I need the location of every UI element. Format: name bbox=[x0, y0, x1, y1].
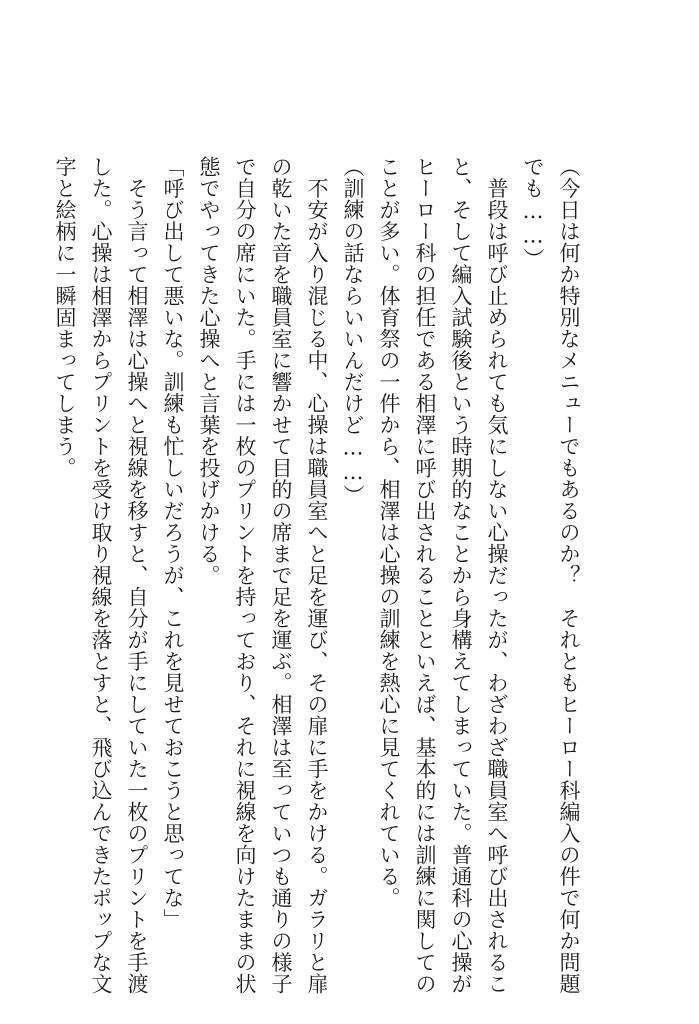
text-line: 態でやってきた心操へと言葉を投げかける。 bbox=[197, 156, 221, 586]
text-line: 不安が入り混じる中、心操は職員室へと足を運び、その扉に手をかける。ガラリと扉 bbox=[305, 156, 329, 995]
text-line: でも……） bbox=[521, 156, 545, 270]
text-line: で自分の席にいた。手には一枚のプリントを持っており、それに視線を向けたままの状 bbox=[233, 156, 257, 995]
text-line: ヒーロー科の担任である相澤に呼び出されることといえば、基本的には訓練に関しての bbox=[413, 156, 437, 995]
text-line: ことが多い。体育祭の一件から、相澤は心操の訓練を熱心に見てくれている。 bbox=[377, 156, 401, 909]
text-line: と、そして編入試験後という時期的なことから身構えてしまっていた。普通科の心操が bbox=[449, 156, 473, 995]
text-line: （訓練の話ならいいんだけど……） bbox=[341, 156, 365, 506]
text-line: 「呼び出して悪いな。訓練も忙しいだろうが、これを見せておこうと思ってな」 bbox=[161, 156, 185, 930]
text-line: 普段は呼び止められても気にしない心操だったが、わざわざ職員室へ呼び出されるこ bbox=[485, 156, 509, 995]
text-line: の乾いた音を職員室に響かせて目的の席まで足を運ぶ。相澤は至っていつも通りの様子 bbox=[269, 156, 293, 995]
vertical-text-body bbox=[53, 156, 587, 995]
text-line: （今日は何か特別なメニューでもあるのか？ それともヒーロー科編入の件で何か問題 bbox=[557, 156, 581, 995]
text-line: した。心操は相澤からプリントを受け取り視線を落とすと、飛び込んできたポップな文 bbox=[89, 156, 113, 995]
text-line: 字と絵柄に一瞬固まってしまう。 bbox=[53, 156, 77, 479]
text-line: そう言って相澤は心操へと視線を移すと、自分が手にしていた一枚のプリントを手渡 bbox=[125, 156, 149, 995]
